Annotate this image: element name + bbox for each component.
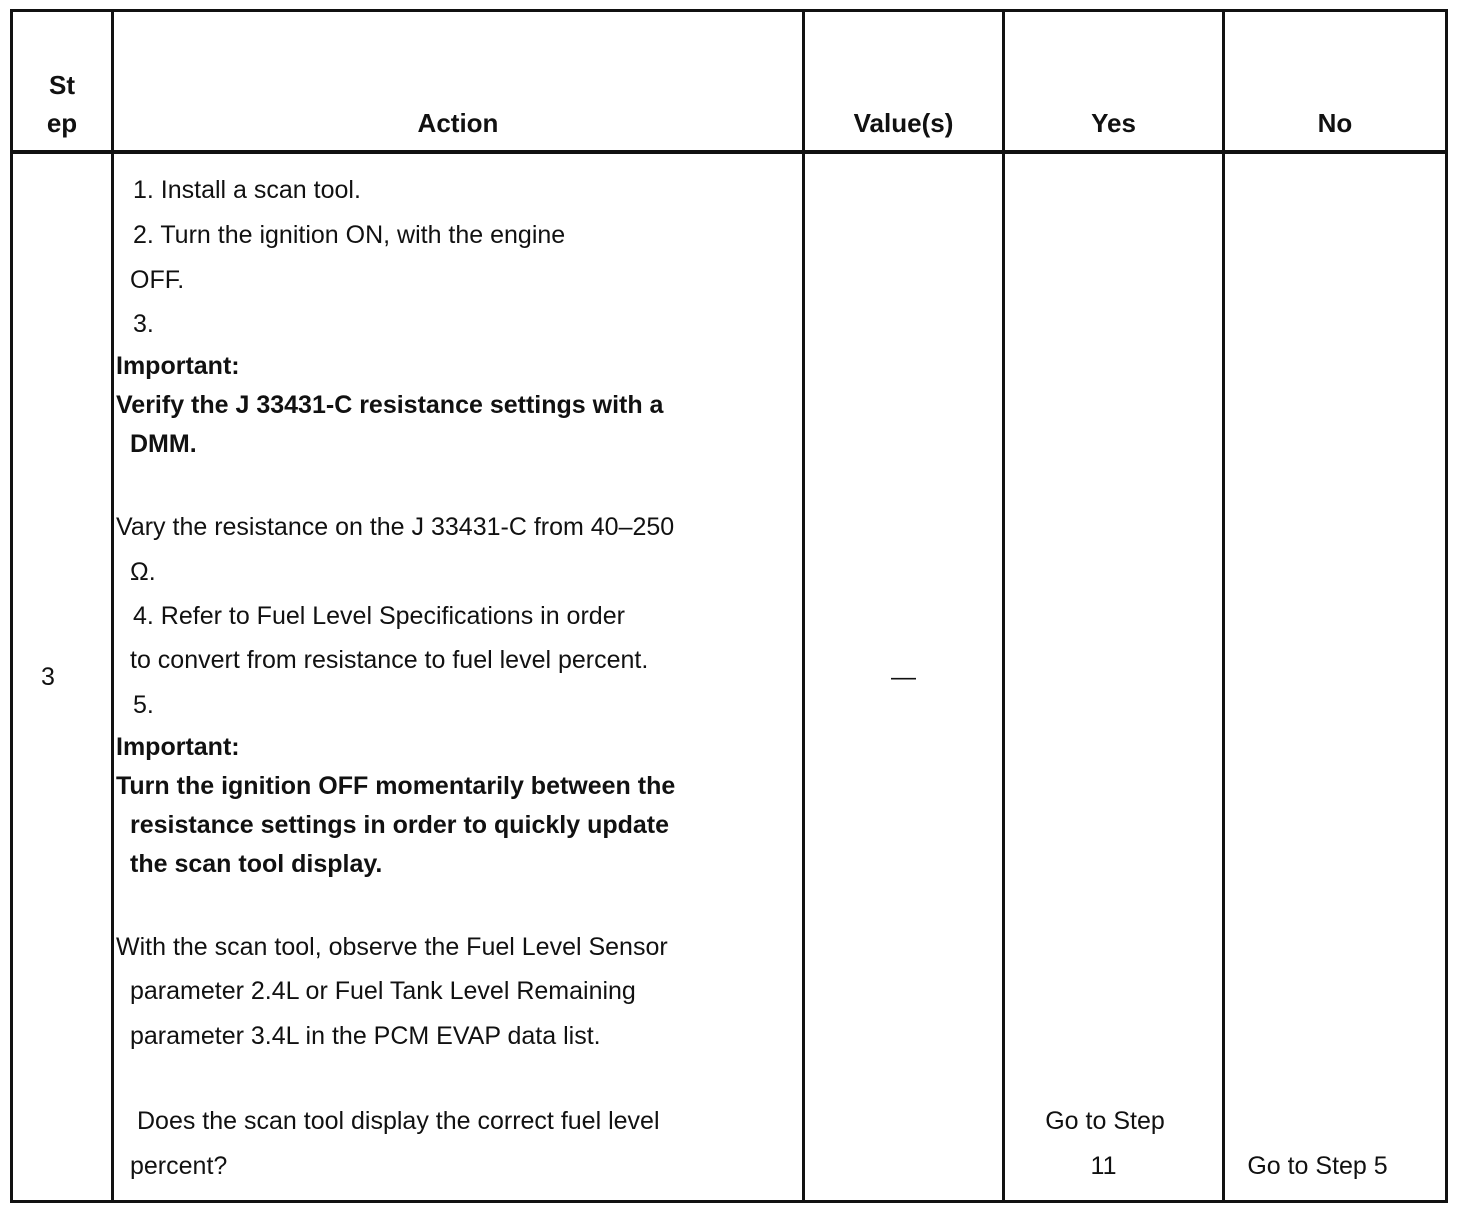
action-step-1: 1. Install a scan tool. bbox=[133, 176, 361, 204]
action-text-cont: parameter 3.4L in the PCM EVAP data list. bbox=[130, 1022, 601, 1050]
action-step-5: 5. bbox=[133, 691, 154, 719]
header-action: Action bbox=[417, 108, 499, 138]
column-divider bbox=[111, 9, 114, 1203]
action-step-2-cont: OFF. bbox=[130, 266, 185, 294]
important-note-cont: resistance settings in order to quickly update bbox=[130, 811, 670, 839]
important-note: Turn the ignition OFF momentarily between the bbox=[116, 772, 676, 800]
important-note: Verify the J 33431-C resistance settings with a bbox=[116, 391, 664, 419]
important-label: Important: bbox=[116, 352, 240, 380]
action-step-4: 4. Refer to Fuel Level Specifications in order bbox=[133, 602, 625, 630]
yes-result-step: 11 bbox=[1090, 1152, 1117, 1180]
important-note-cont: DMM. bbox=[130, 430, 197, 458]
question-text-cont: percent? bbox=[130, 1152, 228, 1180]
action-text-cont: Ω. bbox=[130, 558, 156, 586]
action-text: With the scan tool, observe the Fuel Level Sensor bbox=[116, 933, 668, 961]
step-number: 3 bbox=[41, 663, 55, 691]
action-step-3: 3. bbox=[133, 310, 154, 338]
header-yes: Yes bbox=[1091, 108, 1136, 138]
yes-result: Go to Step bbox=[1045, 1107, 1165, 1135]
value-cell: — bbox=[891, 663, 916, 691]
question-text: Does the scan tool display the correct fuel level bbox=[137, 1107, 660, 1135]
important-note-cont: the scan tool display. bbox=[130, 850, 383, 878]
action-step-2: 2. Turn the ignition ON, with the engine bbox=[133, 221, 566, 249]
header-no: No bbox=[1317, 108, 1353, 138]
header-step: St ep bbox=[46, 70, 78, 138]
header-divider bbox=[10, 150, 1448, 154]
action-text-cont: parameter 2.4L or Fuel Tank Level Remaining bbox=[130, 977, 636, 1005]
column-divider bbox=[1222, 9, 1225, 1203]
header-values: Value(s) bbox=[853, 108, 954, 138]
no-result: Go to Step 5 bbox=[1247, 1152, 1388, 1180]
column-divider bbox=[802, 9, 805, 1203]
action-step-4-cont: to convert from resistance to fuel level percent. bbox=[130, 646, 649, 674]
important-label: Important: bbox=[116, 733, 240, 761]
action-text: Vary the resistance on the J 33431-C from 40–250 bbox=[116, 513, 675, 541]
column-divider bbox=[1002, 9, 1005, 1203]
